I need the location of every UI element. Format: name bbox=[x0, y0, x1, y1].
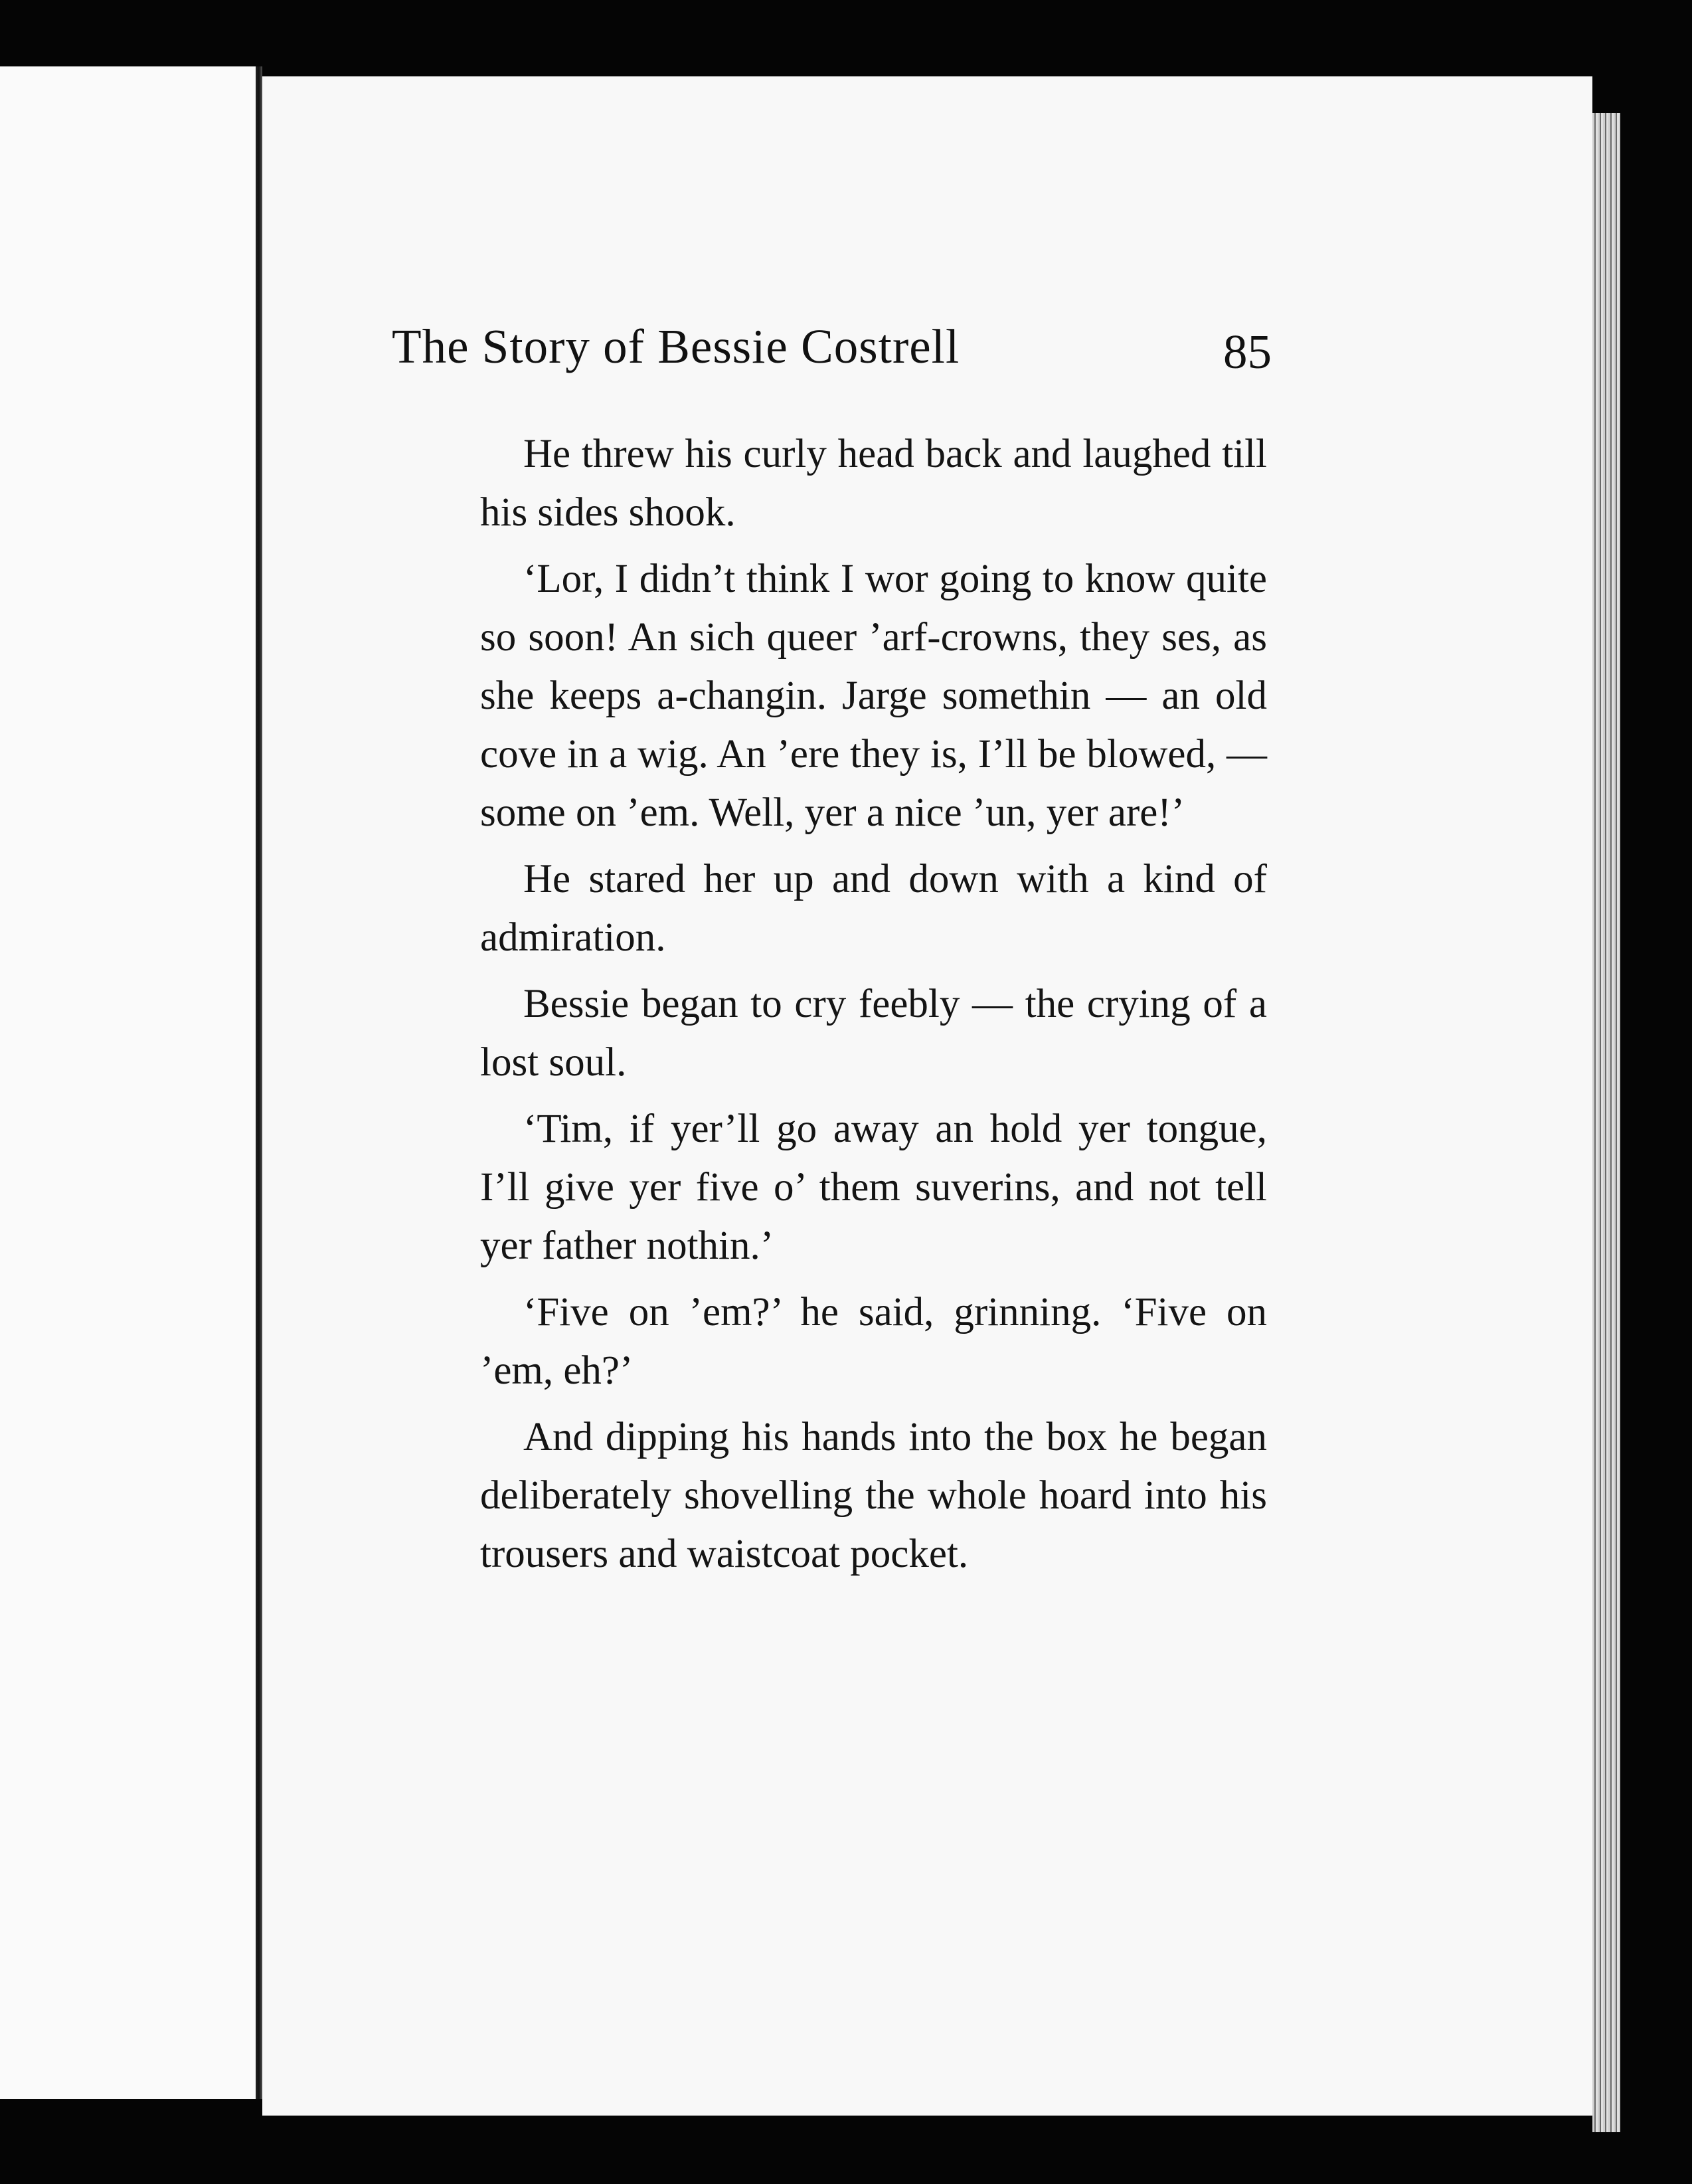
book-gutter bbox=[256, 66, 262, 2099]
paragraph: And dipping his hands into the box he began deliberately shovelling the whole hoard into his trousers and waistcoat pocket. bbox=[480, 1415, 1267, 1576]
paragraph: He threw his curly head back and laughed till his sides shook. bbox=[480, 432, 1267, 535]
paragraph: ‘Tim, if yer’ll go away an hold yer tongue, I’ll give yer five o’ them suverins, and not tell yer father nothin.’ bbox=[480, 1107, 1267, 1268]
body-text bbox=[480, 425, 1267, 1592]
running-title: The Story of Bessie Costrell bbox=[392, 319, 960, 373]
page-edge bbox=[1592, 113, 1620, 2132]
left-page bbox=[0, 66, 256, 2099]
page-number: 85 bbox=[1223, 325, 1272, 379]
paragraph: Bessie began to cry feebly — the crying of a lost soul. bbox=[480, 982, 1267, 1085]
paragraph: ‘Five on ’em?’ he said, grinning. ‘Five on ’em, eh?’ bbox=[480, 1290, 1267, 1393]
running-head bbox=[392, 319, 1272, 379]
paragraph: He stared her up and down with a kind of admiration. bbox=[480, 857, 1267, 960]
paragraph: ‘Lor, I didn’t think I wor going to know quite so soon! An sich queer ’arf-crowns, they ses, as she keeps a-changin. Jarge somethin — an old cove in a wig. An ’ere they is, I’ll be blowed, — some on ’em. Well, yer a nice ’un, yer are!’ bbox=[480, 557, 1267, 835]
